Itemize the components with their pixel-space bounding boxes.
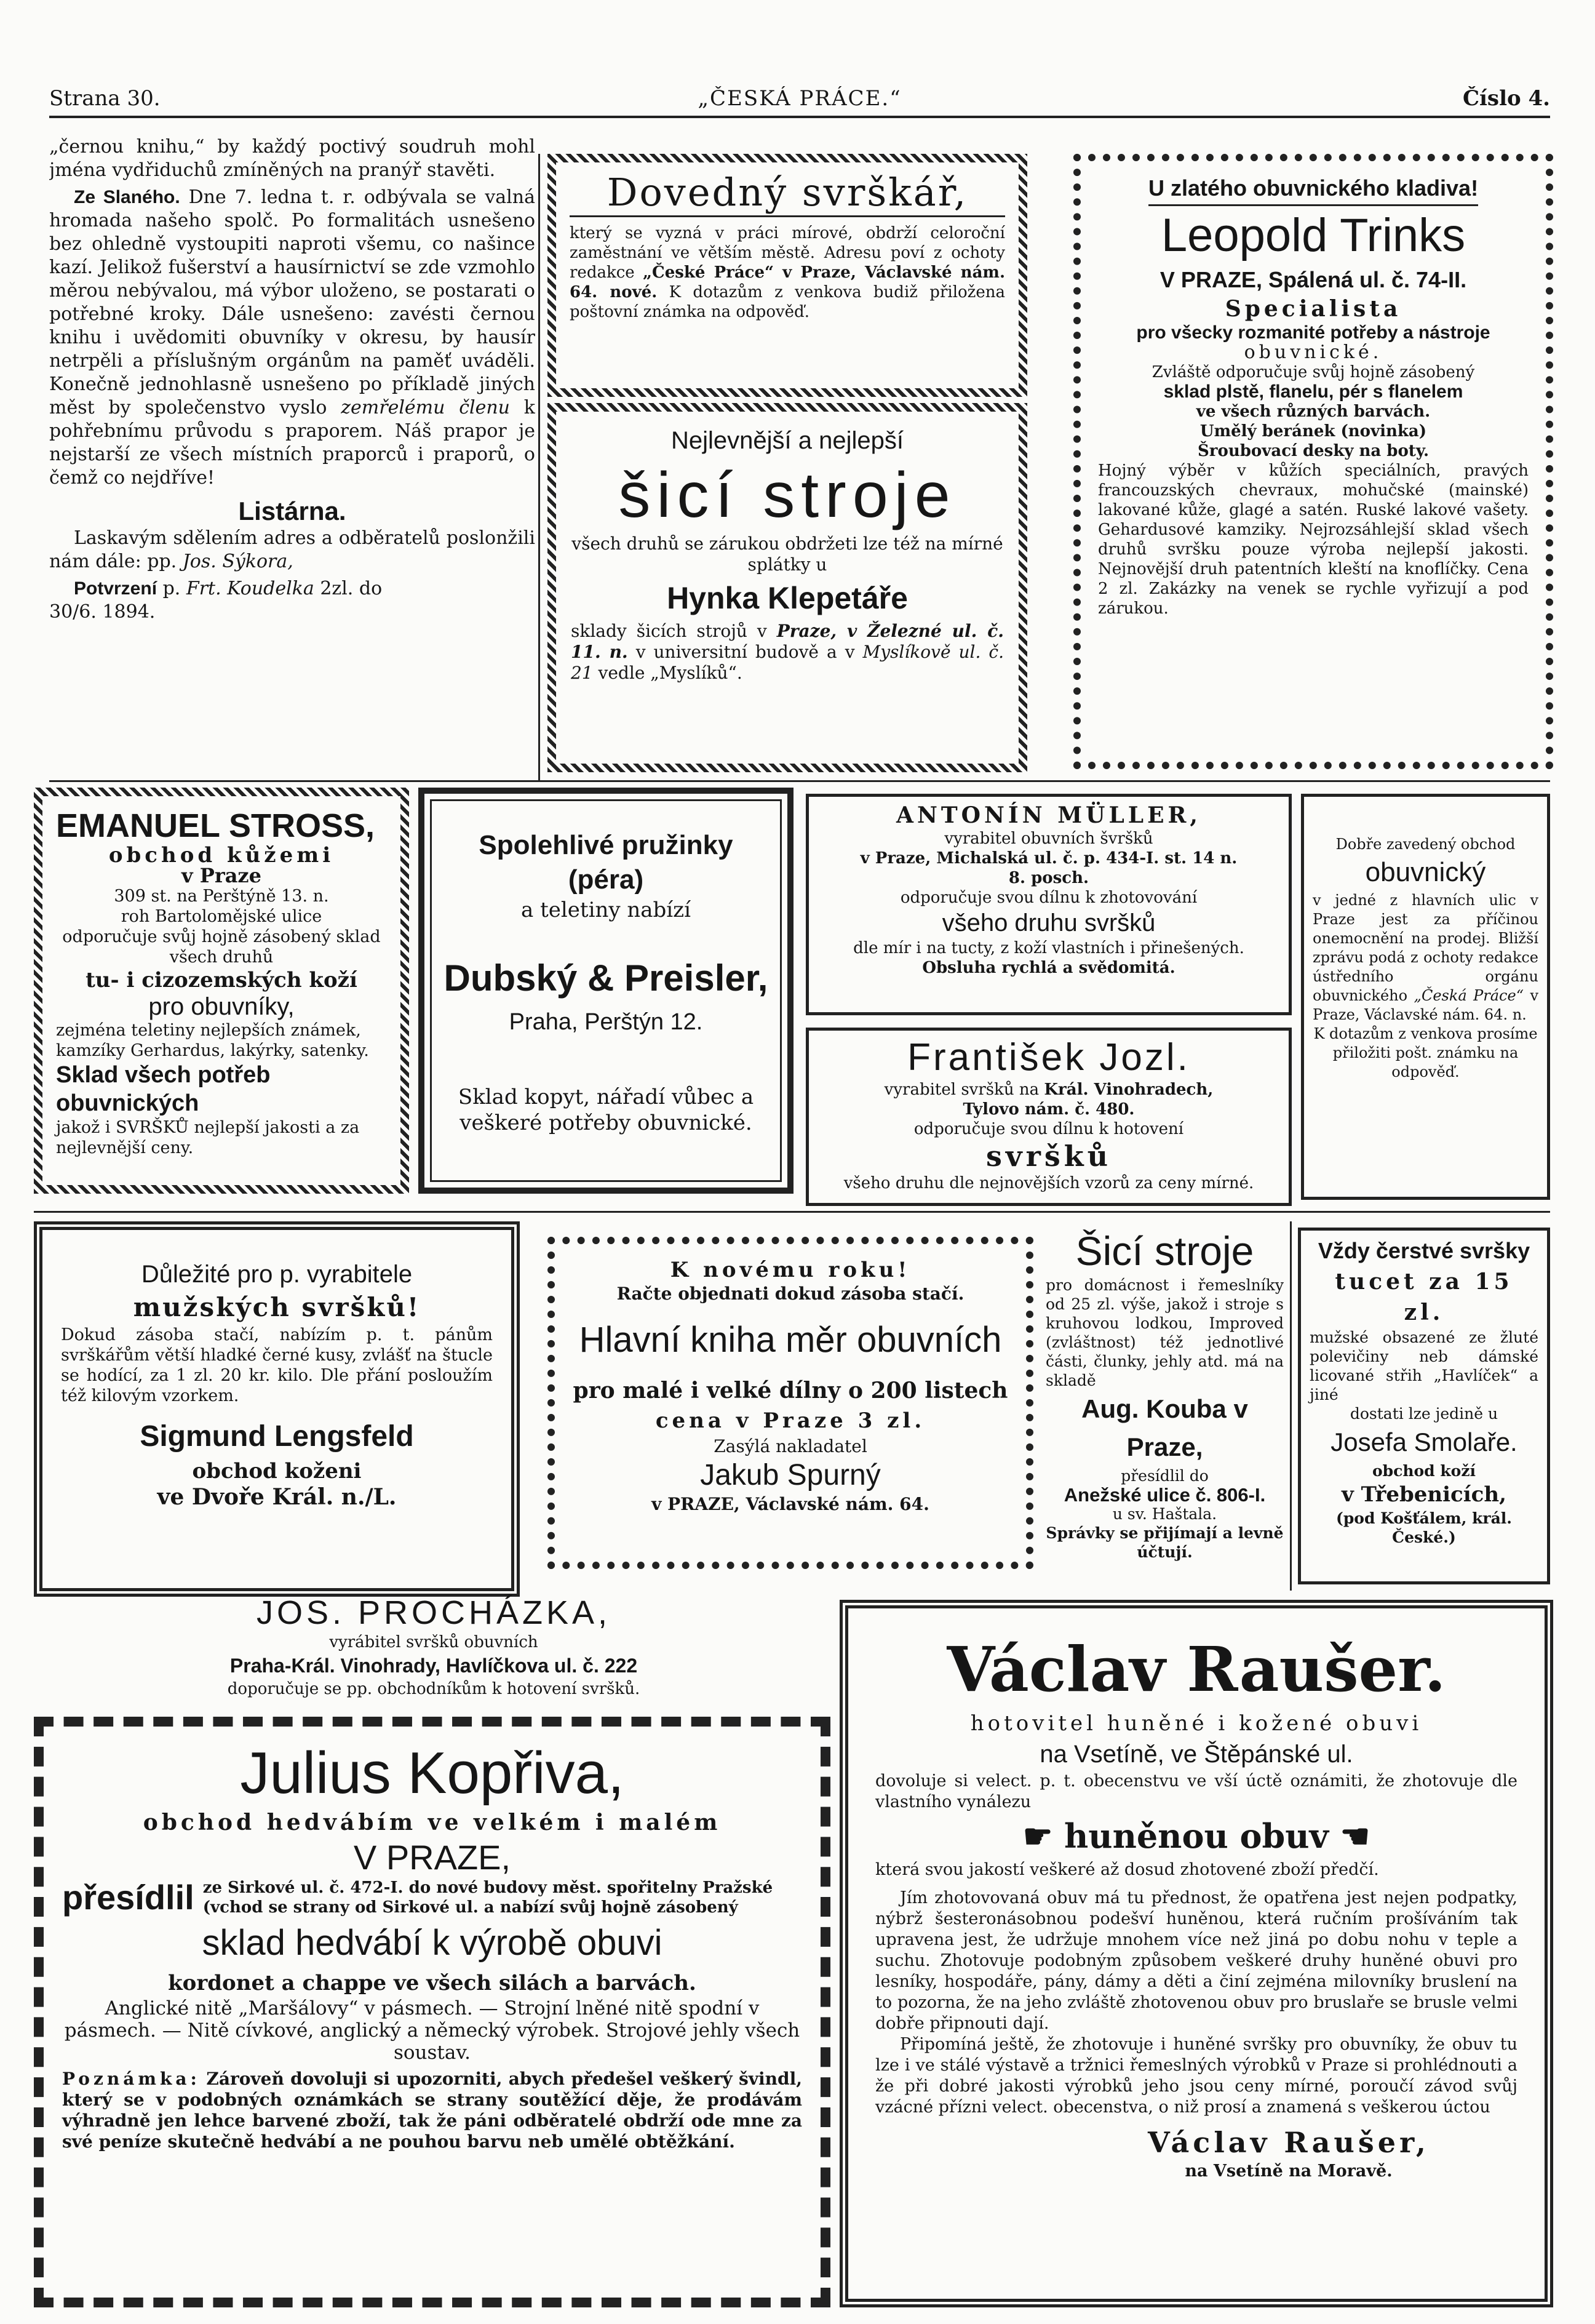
ad-spurny-line-3: pro malé i velké dílny o 200 listech (573, 1378, 1008, 1404)
article-paragraph-2: Ze Slaného. Dne 7. ledna t. r. odbývala se valná hromada našeho spolč. Po formalitách usnešeno bez ohledně vystoupiti naproti všemu, co našince kazí. Jelikož fušerství a hausírnictví se zde vzmohlo měrou nebývalou, má výbor uloženo, se postarati o potřebné kroky. Dále usnešeno: zavésti černou knihu i uvědomiti obuvníky v okresu, by hausír netrpěli a příslušným orgánům na paměť uváděli. Konečně jednohlasně usnešeno po příkladě jiných měst by společenstvo vyslo zemřelému členu k pohřebnímu průvodu s praporem. Náš prapor je nejstarší ze všech místních praporců i praporů, o čemž co nejdříve! (49, 186, 535, 489)
ad-kouba-title: Šicí stroje (1075, 1228, 1254, 1274)
ad-jozl-name: František Jozl. (907, 1036, 1190, 1079)
ad-kopriva-name: Julius Kopřiva, (240, 1740, 624, 1806)
ad-aug-kouba (1040, 1221, 1292, 1591)
ad-smolar-line-2: tucet za 15 zl. (1335, 1269, 1513, 1325)
ad-leopold-trinks (1073, 154, 1553, 769)
ad-jozl-line-5: všeho druhu dle nejnovějších vzorů za ceny mírné. (843, 1174, 1254, 1192)
ad-julius-kopriva (34, 1717, 830, 2307)
ad-trinks-address: V PRAZE, Spálená ul. č. 74-II. (1159, 267, 1467, 292)
ad-muller-line-5: všeho druhu svršků (942, 909, 1156, 936)
journal-title: „ČESKÁ PRÁCE.“ (698, 86, 902, 111)
ad-muller-line-7: Obsluha rychlá a svědomitá. (922, 959, 1175, 977)
ad-sici-text: všech druhů se zárukou obdržeti lze též na mírné splátky u (571, 533, 1003, 575)
ad-kouba-line-4: u sv. Haštala. (1112, 1505, 1217, 1523)
ad-sigmund-lengsfeld (34, 1221, 520, 1597)
ad-kouba-line-2: přesídlil do (1121, 1467, 1209, 1485)
ad-obuvnicky-obchod (1301, 794, 1550, 1200)
ad-lengsfeld-line-4: obchod koženi (192, 1459, 362, 1483)
ad-dubsky-line-1: Spolehlivé pružinky (péra) (479, 830, 733, 895)
ad-obuvnicky-line-4: K dotazům z venkova prosíme přiložiti pošt. známku na odpověď. (1313, 1025, 1538, 1080)
ad-vaclav-rauser (840, 1600, 1553, 2307)
ad-spurny-line-4: cena v Praze 3 zl. (655, 1408, 926, 1433)
ad-kouba-line-5: Správky se přijímají a levně účtují. (1046, 1524, 1284, 1561)
issue-number: Číslo 4. (1462, 86, 1550, 111)
ad-trinks-line-1: Zvláště odporučuje svůj hojně zásobený (1152, 363, 1475, 381)
page-number: Strana 30. (49, 86, 161, 111)
ad-rauser-signature: Václav Raušer, (1148, 2126, 1430, 2159)
ad-kopriva-line-1: obchod hedvábím ve velkém i malém (143, 1810, 722, 1835)
ad-prochazka-line-3: doporučuje se pp. obchodníkům k hotovení svršků. (227, 1680, 640, 1698)
ad-trinks-line-3: ve všech různých barvách. (1196, 402, 1431, 421)
ad-spurny-title: Hlavní kniha měr obuvních (579, 1320, 1002, 1360)
ad-muller-line-3: 8. posch. (1008, 869, 1089, 887)
row-rule-1 (49, 780, 1550, 782)
ad-jozl-line-1: vyrabitel svršků na Král. Vinohradech, (884, 1080, 1214, 1099)
ad-dovedny-title: Dovedný svrškář, (570, 170, 1005, 217)
header-rule (49, 116, 1550, 118)
ad-kopriva-line-3: ze Sirkové ul. č. 472-I. do nové budovy měst. spořitelny Pražské (vchod se strany od Sirkové ul. a nabízí svůj hojně zásobený (202, 1879, 773, 1917)
ad-jozl-line-3: odporučuje svou dílnu k hotovení (913, 1120, 1184, 1138)
ad-dubsky-city: Praha, Perštýn 12. (509, 1009, 703, 1035)
ad-trinks-line-5: Šroubovací desky na boty. (1198, 442, 1429, 460)
ad-lengsfeld-line-1: Důležité pro p. vyrabitele (141, 1261, 413, 1288)
ad-stross-line-5: odporučuje svůj hojně zásobený sklad všech druhů (62, 927, 381, 967)
ad-trinks-top: U zlatého obuvnického kladiva! (1148, 172, 1478, 206)
ad-smolar-line-4: dostati lze jedině u (1350, 1405, 1498, 1423)
page-header (49, 86, 1550, 117)
ad-kouba-name: Aug. Kouba v Praze, (1081, 1394, 1248, 1461)
hand-right-icon: ☚ (1340, 1816, 1370, 1856)
ad-kopriva-pres: přesídlil (62, 1878, 194, 1917)
ad-stross-line-9: Sklad všech potřeb obuvnických (56, 1062, 271, 1116)
ad-trinks-line-2: sklad plstě, flanelu, pér s flanelem (1163, 381, 1463, 402)
ad-dubsky-name: Dubský & Preisler, (443, 957, 768, 999)
ad-stross-line-7: pro obuvníky, (148, 993, 295, 1020)
ad-jakub-spurny (547, 1237, 1033, 1569)
ad-frantisek-jozl (806, 1028, 1292, 1206)
ad-muller-line-6: dle mír i na tucty, z koží vlastních i přinešených. (853, 939, 1244, 957)
ad-rauser-line-6: Jím zhotovovaná obuv má tu přednost, že opatřena jest nejen podpatky, nýbrž šesteronásobnou podešví huněnou, která ručním prošíváním tak upravena jest, že udržuje mnohem více než jiná po dobu nohu v teple a suchu. Zhotovuje podobným způsobem veškeré druhy huněné obuvi pro lesníky, hospodáře, pány, dámy a děti a činí zejména milovníky bruslení na to pozorna, že na jeho zvláště zhotovenou obuv pro bruslaře se brusle velmi dobře připnouti dají. (875, 1888, 1517, 2033)
ad-antonin-muller (806, 794, 1292, 1015)
ad-obuvnicky-text: v jedné z hlavních ulic v Praze jest za příčinou onemocnění na prodej. Bližší zprávu podá z ochoty redakce ústředního orgánu obuvnického „Česká Práce“ v Praze, Václavské nám. 64. n. (1313, 892, 1538, 1023)
hand-left-icon: ☛ (1022, 1816, 1053, 1856)
ad-muller-line-1: vyrabitel obuvních švršků (944, 829, 1153, 848)
ad-smolar-line-3: mužské obsazené ze žluté polevičiny neb dámské licované střih „Havlíček“ a jiné (1310, 1328, 1538, 1404)
ad-prochazka-name: JOS. PROCHÁZKA, (256, 1594, 611, 1631)
ad-rauser-line-3: dovoluje si velect. p. t. obecenstvu ve vší úctě oznámiti, že zhotovuje dle vlastního vynálezu (875, 1771, 1517, 1811)
article-paragraph-1: „černou knihu,“ by každý poctivý soudruh mohl jména vydřiduchů zmíněných na pranýř stavěti. (49, 136, 535, 181)
ad-spurny-name: Jakub Spurný (700, 1459, 881, 1491)
ad-smolar-name: Josefa Smolaře. (1330, 1428, 1517, 1456)
ad-stross-line-2: v Praze (181, 864, 261, 887)
ad-prochazka-line-1: vyrábitel svršků obuvních (329, 1633, 538, 1651)
ad-smolar-line-5: obchod koží (1372, 1462, 1476, 1480)
ad-sici-stroje-klepetar (547, 403, 1027, 772)
ad-trinks-line-6: Hojný výběr v kůžích speciálních, pravých francouzských chevraux, mohučské (mainské) lakované kůže, glagé a satén. Ruské lakové vašety. Gehardusové kamziky. Nejrozsáhlejší sklad všech druhů svršku pouze výroba nejlepší jakosti. Nejnovější druh patentních kleští na knoflíčky. Cena 2 zl. Zakázky na venek se rychle vyřizují a pod zárukou. (1098, 461, 1529, 618)
article-column (49, 135, 535, 781)
ad-stross-line-3: 309 st. na Perštýně 13. n. (114, 887, 329, 906)
ad-rauser-line-7: Připomíná ještě, že zhotovuje i huněné svršky pro obuvníky, že obuv tu lze i ve stálé výstavě a tržnici řemeslných výrobků v Praze si prohlédnouti a že při dobré jakosti výrobků jeho jsou ceny mírné, poroučí závod svůj vzácné přízni velect. obecenstva, o niž prosí a znamená s veškerou úctou (875, 2035, 1517, 2117)
ad-kopriva-line-6: Anglické nitě „Maršálovy“ v pásmech. — Strojní lněné nitě spodní v pásmech. — Nitě cívkové, anglický a německý výrobek. Strojové jehly všech soustav. (64, 1997, 800, 2064)
ad-stross-line-1: obchod kůžemi (108, 843, 335, 868)
ad-sici-address: sklady šicích strojů v Praze, v Železné ul. č. 11. n. v universitní budově a v Myslíkově ul. č. 21 vedle „Myslíků“. (571, 621, 1004, 683)
potvrzeni-date: 30/6. 1894. (49, 601, 156, 623)
ad-jos-prochazka (49, 1594, 818, 1711)
ad-stross-line-8: zejména teletiny nejlepších známek, kamzíky Gerhardus, lakýrky, satenky. (56, 1021, 369, 1060)
ad-kopriva-note: Poznámka: Zároveň dovoluji si upozorniti, abych předešel veškerý švindl, který se v podobných oznámkách se strany soutěžící děje, že prodávám výhradně jen lehce barvené zboží, tak že páni odběratelé obdrží ode mne za své peníze skutečně hedvábí a ne pouhou barvu neb umělé obtěžkání. (62, 2069, 802, 2152)
ad-lengsfeld-line-3: Dokud zásoba stačí, nabízím p. t. pánům svrškářům větší hladké černé kusy, zvlášť na štucle se hodící, za 1 zl. 20 kr. kilo. Dle přání posloužím též kilovým vzorkem. (61, 1325, 493, 1405)
ad-rauser-signature-place: na Vsetíně na Moravě. (1185, 2162, 1393, 2181)
row-rule-2 (34, 1211, 1550, 1213)
ad-kouba-line-3: Anežské ulice č. 806-I. (1064, 1484, 1266, 1506)
ad-rauser-line-2: na Vsetíně, ve Štěpánské ul. (1040, 1741, 1353, 1768)
ad-trinks-pro: pro všecky rozmanité potřeby a nástroje (1136, 322, 1490, 343)
ad-dovedny-text: který se vyzná v práci mírové, obdrží celoroční zaměstnání ve větším městě. Adresu poví z ochoty redakce „České Práce“ v Praze, Václavské nám. 64. nové. K dotazům z venkova budiž přiložena poštovní známka na odpověď. (570, 224, 1005, 321)
article-lead: Ze Slaného. (74, 187, 180, 207)
ad-trinks-spec: Specialista (1225, 296, 1402, 322)
ad-muller-name: ANTONÍN MÜLLER, (896, 802, 1201, 828)
ad-sici-lead: Nejlevnější a nejlepší (671, 427, 904, 454)
listarna-title: Listárna. (238, 497, 346, 525)
listarna-text: Laskavým sdělením adres a odběratelů poslonžili nám dále: pp. Jos. Sýkora, (49, 527, 535, 572)
ad-prochazka-line-2: Praha-Král. Vinohrady, Havlíčkova ul. č. 222 (229, 1655, 638, 1677)
ad-smolar-line-7: (pod Košťálem, král. České.) (1336, 1509, 1512, 1546)
ad-kopriva-moved (62, 1878, 802, 1917)
ad-dovedny-svrskar (547, 154, 1027, 397)
ad-kouba-line-1: pro domácnost i řemeslníky od 25 zl. výše, jakož i stroje s kruhovou lodkou, Improved (zvláštnost) též jednotlivé části, člunky, jehly atd. má na skladě (1046, 1276, 1284, 1389)
ad-josef-smolar (1298, 1228, 1550, 1584)
ad-muller-line-2: v Praze, Michalská ul. č. p. 434-I. st. 14 n. (860, 849, 1238, 868)
ad-dubsky-preisler (418, 788, 794, 1194)
ad-stross-line-6: tu- i cizozemských koží (86, 968, 357, 992)
ad-dubsky-line-2: a teletiny nabízí (521, 898, 691, 922)
ad-trinks-obuv: obuvnické. (1244, 341, 1383, 363)
ad-lengsfeld-line-5: ve Dvoře Král. n./L. (157, 1484, 397, 1510)
ad-lengsfeld-line-2: mužských svršků! (133, 1292, 421, 1322)
ad-emanuel-stross (34, 788, 409, 1194)
ad-jozl-line-2: Tylovo nám. č. 480. (963, 1100, 1135, 1119)
ad-kopriva-line-5: kordonet a chappe ve všech silách a barvách. (168, 1971, 696, 1995)
ad-jozl-line-4: svršků (985, 1140, 1112, 1173)
ad-sici-title: šicí stroje (618, 460, 957, 531)
ad-obuvnicky-title: obuvnický (1365, 857, 1486, 887)
ad-stross-line-10: jakož i SVRŠKŮ nejlepší jakosti a za nejlevnější ceny. (56, 1118, 360, 1157)
ad-trinks-line-4: Umělý beránek (novinka) (1199, 422, 1427, 441)
ad-rauser-name: Václav Raušer. (947, 1633, 1446, 1706)
potvrzeni-text: Potvrzení p. Frt. Koudelka 2zl. do (74, 578, 383, 599)
ad-obuvnicky-line-1: Dobře zavedený obchod (1335, 836, 1516, 853)
ad-stross-name: EMANUEL STROSS, (56, 807, 375, 844)
ad-spurny-line-2: Račte objednati dokud zásoba stačí. (616, 1284, 965, 1304)
ad-rauser-line-5: která svou jakostí veškeré až dosud zhotovené zboží předčí. (875, 1860, 1379, 1879)
ad-muller-line-4: odporučuje svou dílnu k zhotovování (900, 888, 1198, 907)
ad-lengsfeld-name: Sigmund Lengsfeld (140, 1420, 414, 1453)
ad-kopriva-line-2: V PRAZE, (353, 1838, 511, 1877)
ad-smolar-line-1: Vždy čerstvé svršky (1318, 1238, 1530, 1263)
ad-rauser-feature: ☛ huněnou obuv ☚ (1022, 1816, 1370, 1856)
ad-stross-line-4: roh Bartolomějské ulice (121, 907, 322, 926)
column-rule (538, 154, 540, 781)
ad-dubsky-line-3: Sklad kopyt, nářadí vůbec a veškeré potřeby obuvnické. (458, 1085, 754, 1135)
ad-trinks-name: Leopold Trinks (1161, 209, 1466, 262)
ad-spurny-line-6: v PRAZE, Václavské nám. 64. (651, 1494, 929, 1514)
ad-sici-name: Hynka Klepetáře (667, 581, 908, 615)
ad-smolar-line-6: v Třebenicích, (1342, 1482, 1506, 1507)
ad-spurny-line-1: K novému roku! (670, 1258, 911, 1282)
ad-rauser-line-1: hotovitel huněné i kožené obuvi (970, 1711, 1423, 1736)
ad-kopriva-line-4: sklad hedvábí k výrobě obuvi (202, 1923, 662, 1963)
ad-spurny-line-5: Zasýlá nakladatel (714, 1436, 867, 1456)
